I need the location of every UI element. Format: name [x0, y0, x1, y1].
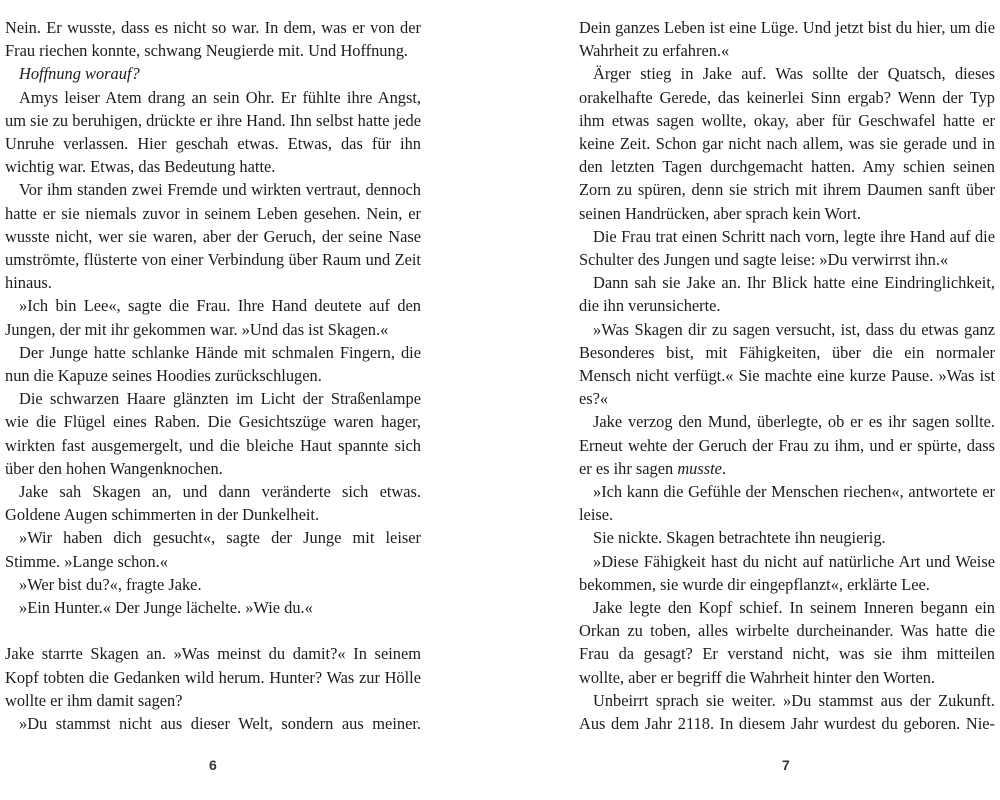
- paragraph: »Ich kann die Gefühle der Menschen riechen«, antwortete er leise.: [579, 482, 995, 525]
- paragraph: »Diese Fähigkeit hast du nicht auf natürliche Art und Weise bekommen, sie wurde dir eingepflanzt«, erklärte Lee.: [579, 551, 995, 594]
- paragraph: Unbeirrt sprach sie weiter. »Du stammst aus der Zukunft. Aus dem Jahr 2118. In diesem Jahr wurdest du geboren. Nie-: [579, 690, 995, 734]
- paragraph: »Ein Hunter.« Der Junge lächelte. »Wie du.«: [19, 598, 313, 618]
- paragraph: Jake sah Skagen an, und dann veränderte sich etwas. Goldene Augen schimmerten in der Dunkelheit.: [5, 482, 421, 525]
- paragraph: Vor ihm standen zwei Fremde und wirkten vertraut, dennoch hatte er sie niemals zuvor in seinem Leben gesehen. Nein, er wusste nicht, wer sie waren, aber der Geruch, der seine Nase umströmte, flüsterte von einer Verbindung über Raum und Zeit hinaus.: [5, 180, 421, 293]
- paragraph: Nein. Er wusste, dass es nicht so war. In dem, was er von der Frau riechen konnte, schwang Neugierde mit. Und Hoffnung.: [5, 18, 421, 61]
- paragraph: Der Junge hatte schlanke Hände mit schmalen Fingern, die nun die Kapuze seines Hoodies zurückschlugen.: [5, 342, 421, 386]
- paragraph: Die schwarzen Haare glänzten im Licht der Straßenlampe wie die Flügel eines Raben. Die Gesichtszüge waren hager, wirkten fast ausgemergelt, und die bleiche Haut spannte sich über den hohen Wangenknochen.: [5, 389, 421, 478]
- text-run: .: [721, 458, 727, 478]
- left-page: [5, 16, 421, 735]
- italic-text: musste: [677, 458, 722, 478]
- paragraph: »Wir haben dich gesucht«, sagte der Junge mit leiser Stimme. »Lange schon.«: [5, 528, 421, 571]
- paragraph: Jake legte den Kopf schief. In seinem Inneren begann ein Orkan zu toben, alles wirbelte durcheinander. Was hatte die Frau da gesagt? Er verstand nicht, was sie ihm mitteilen wollte, aber er begriff die Wahrheit hinter den Worten.: [579, 598, 995, 687]
- paragraph: Jake starrte Skagen an. »Was meinst du damit?« In seinem Kopf tobten die Gedanken wild herum. Hunter? Was zur Hölle wollte er ihm damit sagen?: [5, 644, 421, 710]
- paragraph: »Ich bin Lee«, sagte die Frau. Ihre Hand deutete auf den Jungen, der mit ihr gekommen war. »Und das ist Skagen.«: [5, 296, 421, 339]
- paragraph: Die Frau trat einen Schritt nach vorn, legte ihre Hand auf die Schulter des Jungen und sagte leise: »Du verwirrst ihn.«: [579, 226, 995, 270]
- paragraph: Ärger stieg in Jake auf. Was sollte der Quatsch, dieses orakelhafte Gerede, das keinerlei Sinn ergab? Wenn der Typ ihm etwas sagen wollte, okay, aber für Geschwafel hatte er keine Zeit. Schon gar nicht nach allem, was sie gerade und in den letzten Tagen durchgemacht hatten. Amy schien seinen Zorn zu spüren, denn sie strich mit ihrem Daumen sanft über seinen Handrücken, aber sprach kein Wort.: [579, 64, 995, 223]
- paragraph: Dein ganzes Leben ist eine Lüge. Und jetzt bist du hier, um die Wahrheit zu erfahren.«: [579, 18, 995, 61]
- paragraph: Dann sah sie Jake an. Ihr Blick hatte eine Eindringlichkeit, die ihn verunsicherte.: [579, 273, 995, 316]
- paragraph: Sie nickte. Skagen betrachtete ihn neugierig.: [593, 528, 886, 548]
- paragraph: »Du stammst nicht aus dieser Welt, sondern aus meiner.: [19, 714, 421, 734]
- text-run: Jake verzog den Mund, überlegte, ob er es ihr sagen sollte. Erneut wehte der Geruch der Frau zu ihm, und er spürte, dass er es ihr sagen: [579, 412, 995, 478]
- paragraph: »Wer bist du?«, fragte Jake.: [19, 574, 202, 594]
- right-page: [579, 16, 995, 735]
- section-break: [5, 619, 421, 642]
- paragraph: »Was Skagen dir zu sagen versucht, ist, dass du etwas ganz Besonderes bist, mit Fähigkeiten, über die ein normaler Mensch nicht verfügt.« Sie machte eine kurze Pause. »Was ist es?«: [579, 319, 995, 409]
- paragraph-italic: [5, 62, 421, 85]
- paragraph: [579, 410, 995, 480]
- paragraph: Amys leiser Atem drang an sein Ohr. Er fühlte ihre Angst, um sie zu beruhigen, drückte er ihre Hand. Ihn selbst hatte jede Unruhe verlassen. Hier geschah etwas. Etwas, das für ihn wichtig war. Etwas, das Bedeutung hatte.: [5, 87, 421, 177]
- italic-text: Hoffnung worauf?: [19, 64, 140, 84]
- page-number-left: 6: [209, 757, 217, 773]
- page-number-right: 7: [782, 757, 790, 773]
